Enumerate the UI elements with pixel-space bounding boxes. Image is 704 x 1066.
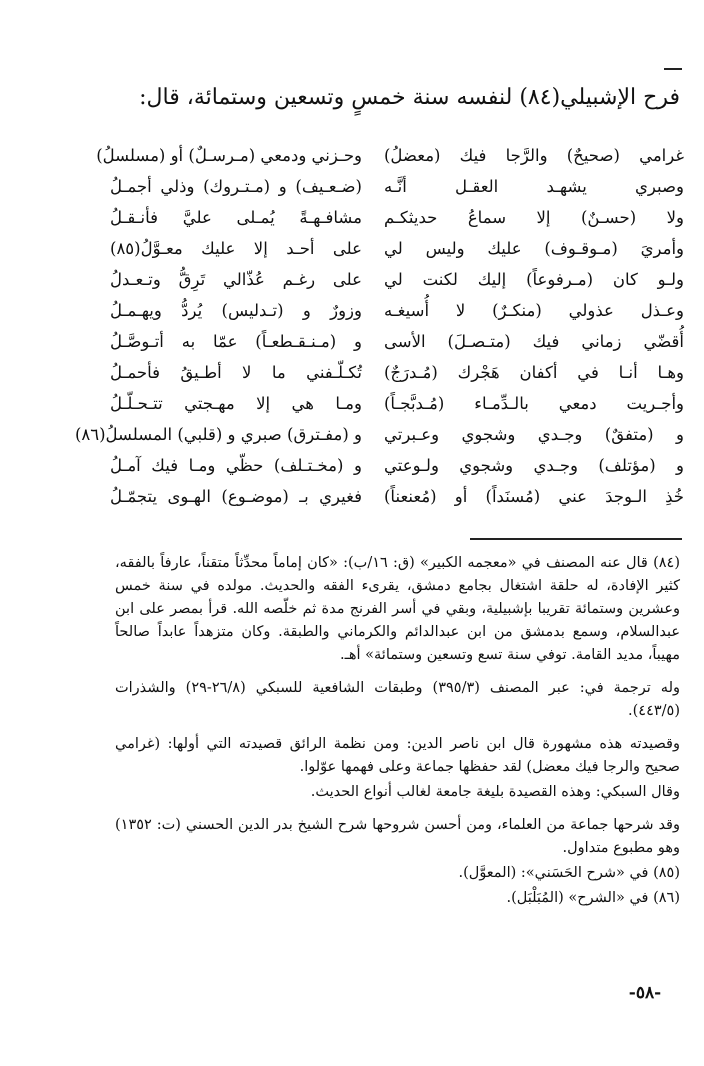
poem-line: وصبري يشهـد العقـل أنَّـه bbox=[384, 177, 684, 196]
poem-line: و (مخـتـلف) حظّي ومـا فيك آمـلُ bbox=[110, 456, 362, 475]
top-dash bbox=[664, 68, 682, 70]
poem-line: و (متفقٌ) وجـدي وشجوي وعـبرتي bbox=[384, 425, 684, 444]
poem-line: ومـا هي إلا مهـجتي تتـحـلّـلُ bbox=[110, 394, 362, 413]
page-number: -٥٨- bbox=[628, 983, 662, 1003]
poem-line: خُذِ الـوجدَ عني (مُسنَداً) أو (مُعنعناً) bbox=[384, 487, 684, 506]
footnote-poem-fame: وقصيدته هذه مشهورة قال ابن ناصر الدين: ومن نظمة الرائق قصيدته التي أولها: (غرامي صحيح والرجا فيك معضل) لقد حفظها جماعة وعلى فهمها عوّلوا. bbox=[115, 736, 680, 775]
poem-line: على رغـم عُذّالي تَرِقُّ وتـعـدلُ bbox=[110, 270, 362, 289]
poem-line: و (مـنـقـطعـاً) عمّا به أتـوصَّـلُ bbox=[110, 332, 362, 351]
poem-heading: فرح الإشبيلي(٨٤) لنفسه سنة خمسٍ وتسعين وستمائة، قال: bbox=[139, 85, 680, 110]
poem-line: وأجـريت دمعي بالـدِّمـاء (مُـدبَّجـاً) bbox=[384, 394, 684, 413]
footnote-85: (٨٥) في «شرح الحَسَني»: (المعوَّل). bbox=[458, 865, 680, 881]
poem-line: تُكـلّـفني ما لا أطـيقُ فأحمـلُ bbox=[110, 363, 362, 382]
footnote-translation-sources: وله ترجمة في: عبر المصنف (٣٩٥/٣) وطبقات الشافعية للسبكي (٢٦/٨-٢٩) والشذرات (٤٤٣/٥). bbox=[115, 680, 680, 719]
footnote-divider bbox=[470, 538, 682, 540]
poem-line: (ضـعـيف) و (مـتـروك) وذلي أجمـلُ bbox=[110, 177, 362, 196]
footnote-subki-quote: وقال السبكي: وهذه القصيدة بليغة جامعة لغالب أنواع الحديث. bbox=[310, 784, 680, 800]
poem-line: وهـا أنـا في أكفان هَجْرك (مُـدرَجٌ) bbox=[384, 363, 684, 382]
footnote-86: (٨٦) في «الشرح» (المُبَلْبَل). bbox=[506, 890, 680, 906]
poem-line: على أحـد إلا عليك معـوَّلُ(٨٥) bbox=[110, 239, 362, 258]
poem-line: أُقضّي زماني فيك (متـصـلَ) الأسى bbox=[384, 332, 684, 351]
poem-right-column bbox=[384, 140, 684, 530]
poem-line: ولـو كان (مـرفوعاً) إليك لكنت لي bbox=[384, 270, 684, 289]
poem-left-column bbox=[74, 140, 362, 530]
poem-line: و (مفـترق) صبري و (قلبي) المسلسلُ(٨٦) bbox=[74, 425, 362, 444]
footnote-84: (٨٤) قال عنه المصنف في «معجمه الكبير» (ق: ١٦/ب): «كان إماماً محدِّثاً متقناً، عارفاً بالفقه، كثير الإفادة، له حلقة اشتغال بجامع دمشق، يقرىء الفقه والحديث. مولده في سنة خمس وعشرين وستمائة تقريبا بإشبيلية، وبقي في أسر الفرنج مدة ثم خلّصه الله. قرأ بمصر على ابن عبدالسلام، وسمع بدمشق من ابن عبدالدائم والكرماني والطبقة. وكان متزهداً عابداً صالحاً مهيباً، مديد القامة. توفي سنة تسع وتسعين وستمائة» أهـ. bbox=[115, 555, 680, 663]
poem-line: فغيري بـ (موضـوع) الهـوى يتجمّـلُ bbox=[110, 487, 362, 506]
poem-line: وأمريَ (مـوقـوف) عليك وليس لي bbox=[384, 239, 684, 258]
poem-line: وزورٌ و (تـدليس) يُردُّ ويهـمـلُ bbox=[110, 301, 362, 320]
footnotes bbox=[115, 552, 680, 912]
poem-line: غرامي (صحيحٌ) والرَّجا فيك (معضلُ) bbox=[384, 146, 684, 165]
poem-line: مشافـهـةً يُمـلى عليَّ فأنـقـلُ bbox=[110, 208, 362, 227]
poem-line: وعـذل عذولي (منكـرٌ) لا أُسيغـه bbox=[384, 301, 684, 320]
poem-line: وحـزني ودمعي (مـرسـلٌ) أو (مسلسلُ) bbox=[96, 146, 362, 165]
poem-line: و (مؤتلف) وجـدي وشجوي ولـوعتي bbox=[384, 456, 684, 475]
footnote-commentary: وقد شرحها جماعة من العلماء، ومن أحسن شروحها شرح الشيخ بدر الدين الحسني (ت: ١٣٥٢) وهو مطبوع متداول. bbox=[115, 817, 680, 856]
poem-line: ولا (حسـنٌ) إلا سماعُ حديثكـم bbox=[384, 208, 684, 227]
